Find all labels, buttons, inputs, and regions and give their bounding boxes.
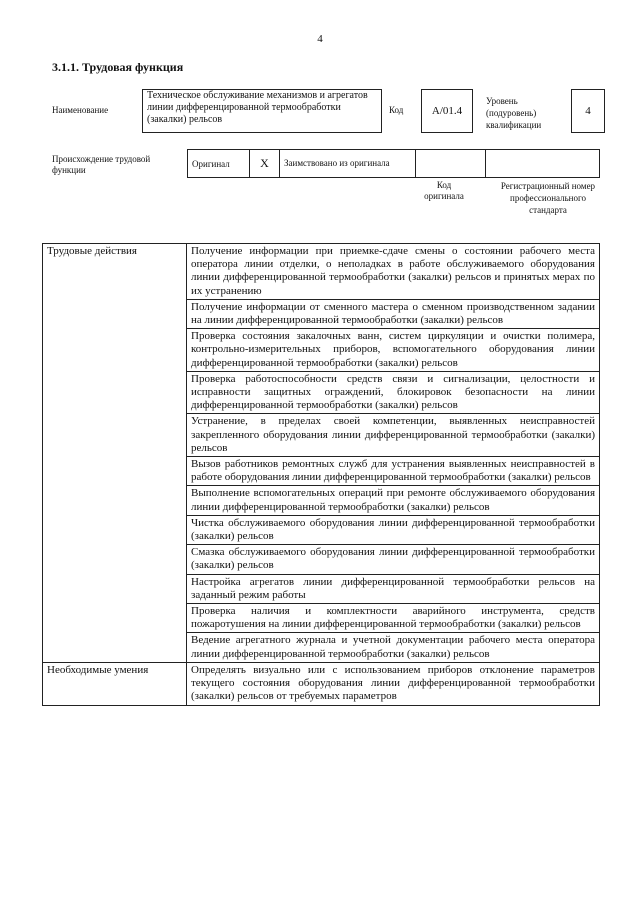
labor-actions-row xyxy=(43,244,600,300)
skills-label: Необходимые умения xyxy=(43,662,187,705)
origin-borrowed: Заимствовано из оригинала xyxy=(280,150,416,178)
function-level-label: Уровень (подуровень) квалификации xyxy=(486,96,542,130)
function-details-table xyxy=(42,243,600,706)
labor-actions-item: Проверка состояния закалочных ванн, систем циркуляции и очистки полимера, контрольно-измерительных приборов, вспомогательного оборудования линии дифференцированной термообработки (закалки) рельсов xyxy=(187,329,600,372)
labor-actions-item: Чистка обслуживаемого оборудования линии дифференцированной термообработки (закалки) рельсов xyxy=(187,515,600,544)
page-number: 4 xyxy=(317,33,323,45)
origin-code-caption: Код оригинала xyxy=(424,180,464,201)
origin-label: Происхождение трудовой функции xyxy=(52,154,151,175)
origin-mark: X xyxy=(250,150,280,178)
function-code-label: Код xyxy=(389,105,404,115)
labor-actions-item: Проверка работоспособности средств связи и сигнализации, целостности и исправности защитных ограждений, блокировок безопасности на линии дифференцированной термообработки (закалки) рельсов xyxy=(187,371,600,414)
origin-code-cell xyxy=(416,150,486,178)
origin-table xyxy=(187,149,600,178)
function-name: Техническое обслуживание механизмов и агрегатов линии дифференцированной термообработки (закалки) рельсов xyxy=(142,89,382,133)
labor-actions-item: Получение информации от сменного мастера о сменном производственном задании на линии дифференцированной термообработки (закалки) рельсов xyxy=(187,299,600,328)
labor-actions-item: Настройка агрегатов линии дифференцированной термообработки рельсов на заданный режим работы xyxy=(187,574,600,603)
labor-actions-label: Трудовые действия xyxy=(43,244,187,663)
labor-actions-item: Смазка обслуживаемого оборудования линии дифференцированной термообработки (закалки) рельсов xyxy=(187,545,600,574)
labor-actions-item: Проверка наличия и комплектности аварийного инструмента, средств пожаротушения на линии дифференцированной термообработки (закалки) рельсов xyxy=(187,604,600,633)
function-name-label: Наименование xyxy=(52,105,109,115)
section-title: 3.1.1. Трудовая функция xyxy=(52,60,184,74)
origin-reg-caption: Регистрационный номер профессионального стандарта xyxy=(500,181,596,215)
origin-reg-cell xyxy=(486,150,600,178)
origin-original: Оригинал xyxy=(188,150,250,178)
skills-row xyxy=(43,662,600,705)
labor-actions-item: Выполнение вспомогательных операций при ремонте обслуживаемого оборудования линии дифференцированной термообработки (закалки) рельсов xyxy=(187,486,600,515)
skills-item: Определять визуально или с использованием приборов отклонение параметров текущего состояния оборудования линии дифференцированной термообработки (закалки) рельсов от требуемых параметров xyxy=(187,662,600,705)
labor-actions-item: Ведение агрегатного журнала и учетной документации рабочего места оператора линии дифференцированной термообработки (закалки) рельсов xyxy=(187,633,600,662)
function-level: 4 xyxy=(571,89,605,133)
labor-actions-item: Вызов работников ремонтных служб для устранения выявленных неисправностей в работе оборудования линии дифференцированной термообработки (закалки) рельсов xyxy=(187,457,600,486)
labor-actions-item: Получение информации при приемке-сдаче смены о состоянии рабочего места оператора линии отделки, о неполадках в работе обслуживаемого оборудования линии дифференцированной термообработки (закалки) рельсов и принятых мерах по их устранению xyxy=(187,244,600,300)
function-code: А/01.4 xyxy=(421,89,473,133)
labor-actions-item: Устранение, в пределах своей компетенции, выявленных неисправностей закрепленного оборудования линии дифференцированной термообработки (закалки) рельсов xyxy=(187,414,600,457)
